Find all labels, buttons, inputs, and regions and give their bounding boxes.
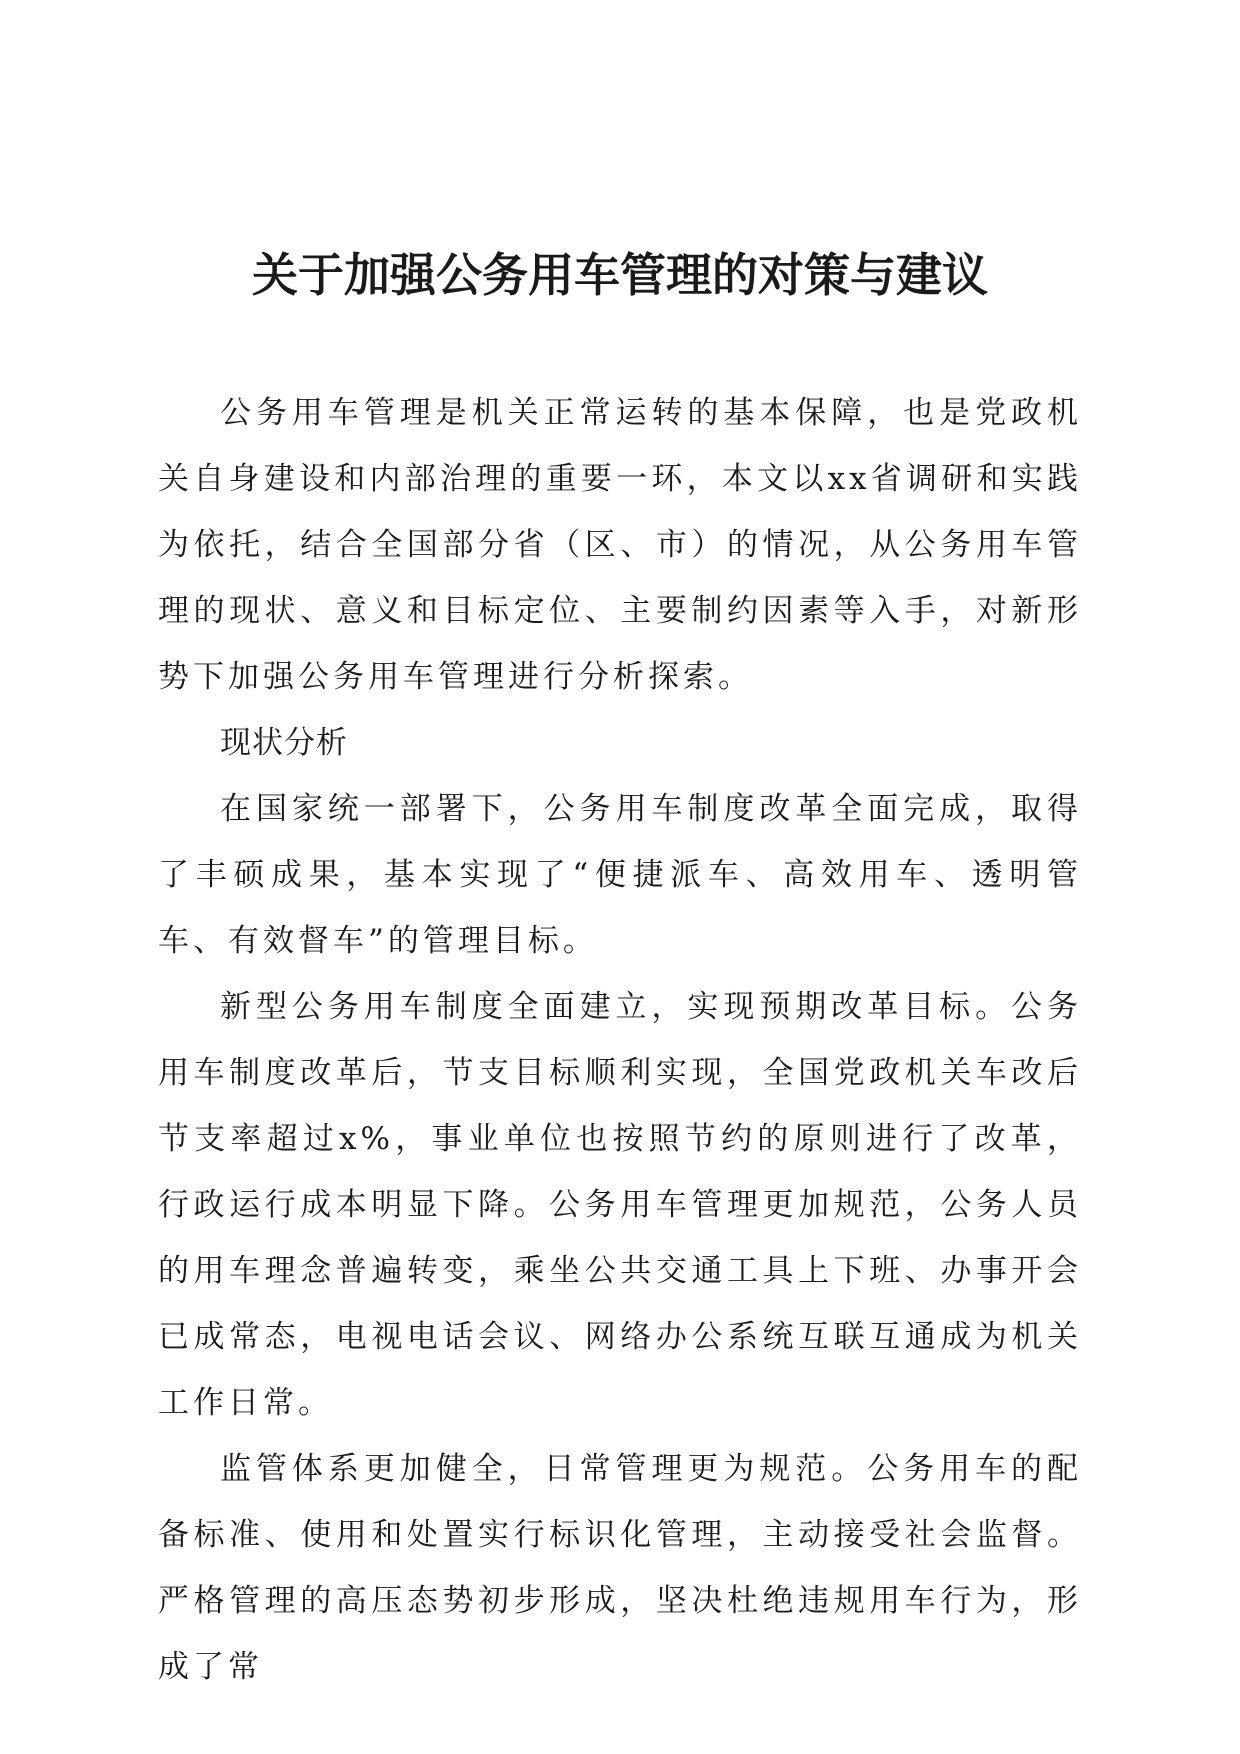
body-paragraph: 在国家统一部署下，公务用车制度改革全面完成，取得了丰硕成果，基本实现了“便捷派车、高效用车、透明管车、有效督车”的管理目标。: [158, 791, 1082, 959]
document-body: [158, 380, 1082, 1700]
document-title: 关于加强公务用车管理的对策与建议: [252, 248, 988, 302]
section-heading: 现状分析: [220, 725, 348, 761]
intro-paragraph: 公务用车管理是机关正常运转的基本保障，也是党政机关自身建设和内部治理的重要一环，本文以xx省调研和实践为依托，结合全国部分省（区、市）的情况，从公务用车管理的现状、意义和目标定位、主要制约因素等入手，对新形势下加强公务用车管理进行分析探索。: [158, 395, 1082, 695]
body-paragraph: 监管体系更加健全，日常管理更为规范。公务用车的配备标准、使用和处置实行标识化管理，主动接受社会监督。严格管理的高压态势初步形成，坚决杜绝违规用车行为，形成了常: [158, 1451, 1082, 1685]
body-paragraph: 新型公务用车制度全面建立，实现预期改革目标。公务用车制度改革后，节支目标顺利实现，全国党政机关车改后节支率超过x%，事业单位也按照节约的原则进行了改革，行政运行成本明显下降。公务用车管理更加规范，公务人员的用车理念普遍转变，乘坐公共交通工具上下班、办事开会已成常态，电视电话会议、网络办公系统互联互通成为机关工作日常。: [158, 989, 1082, 1421]
